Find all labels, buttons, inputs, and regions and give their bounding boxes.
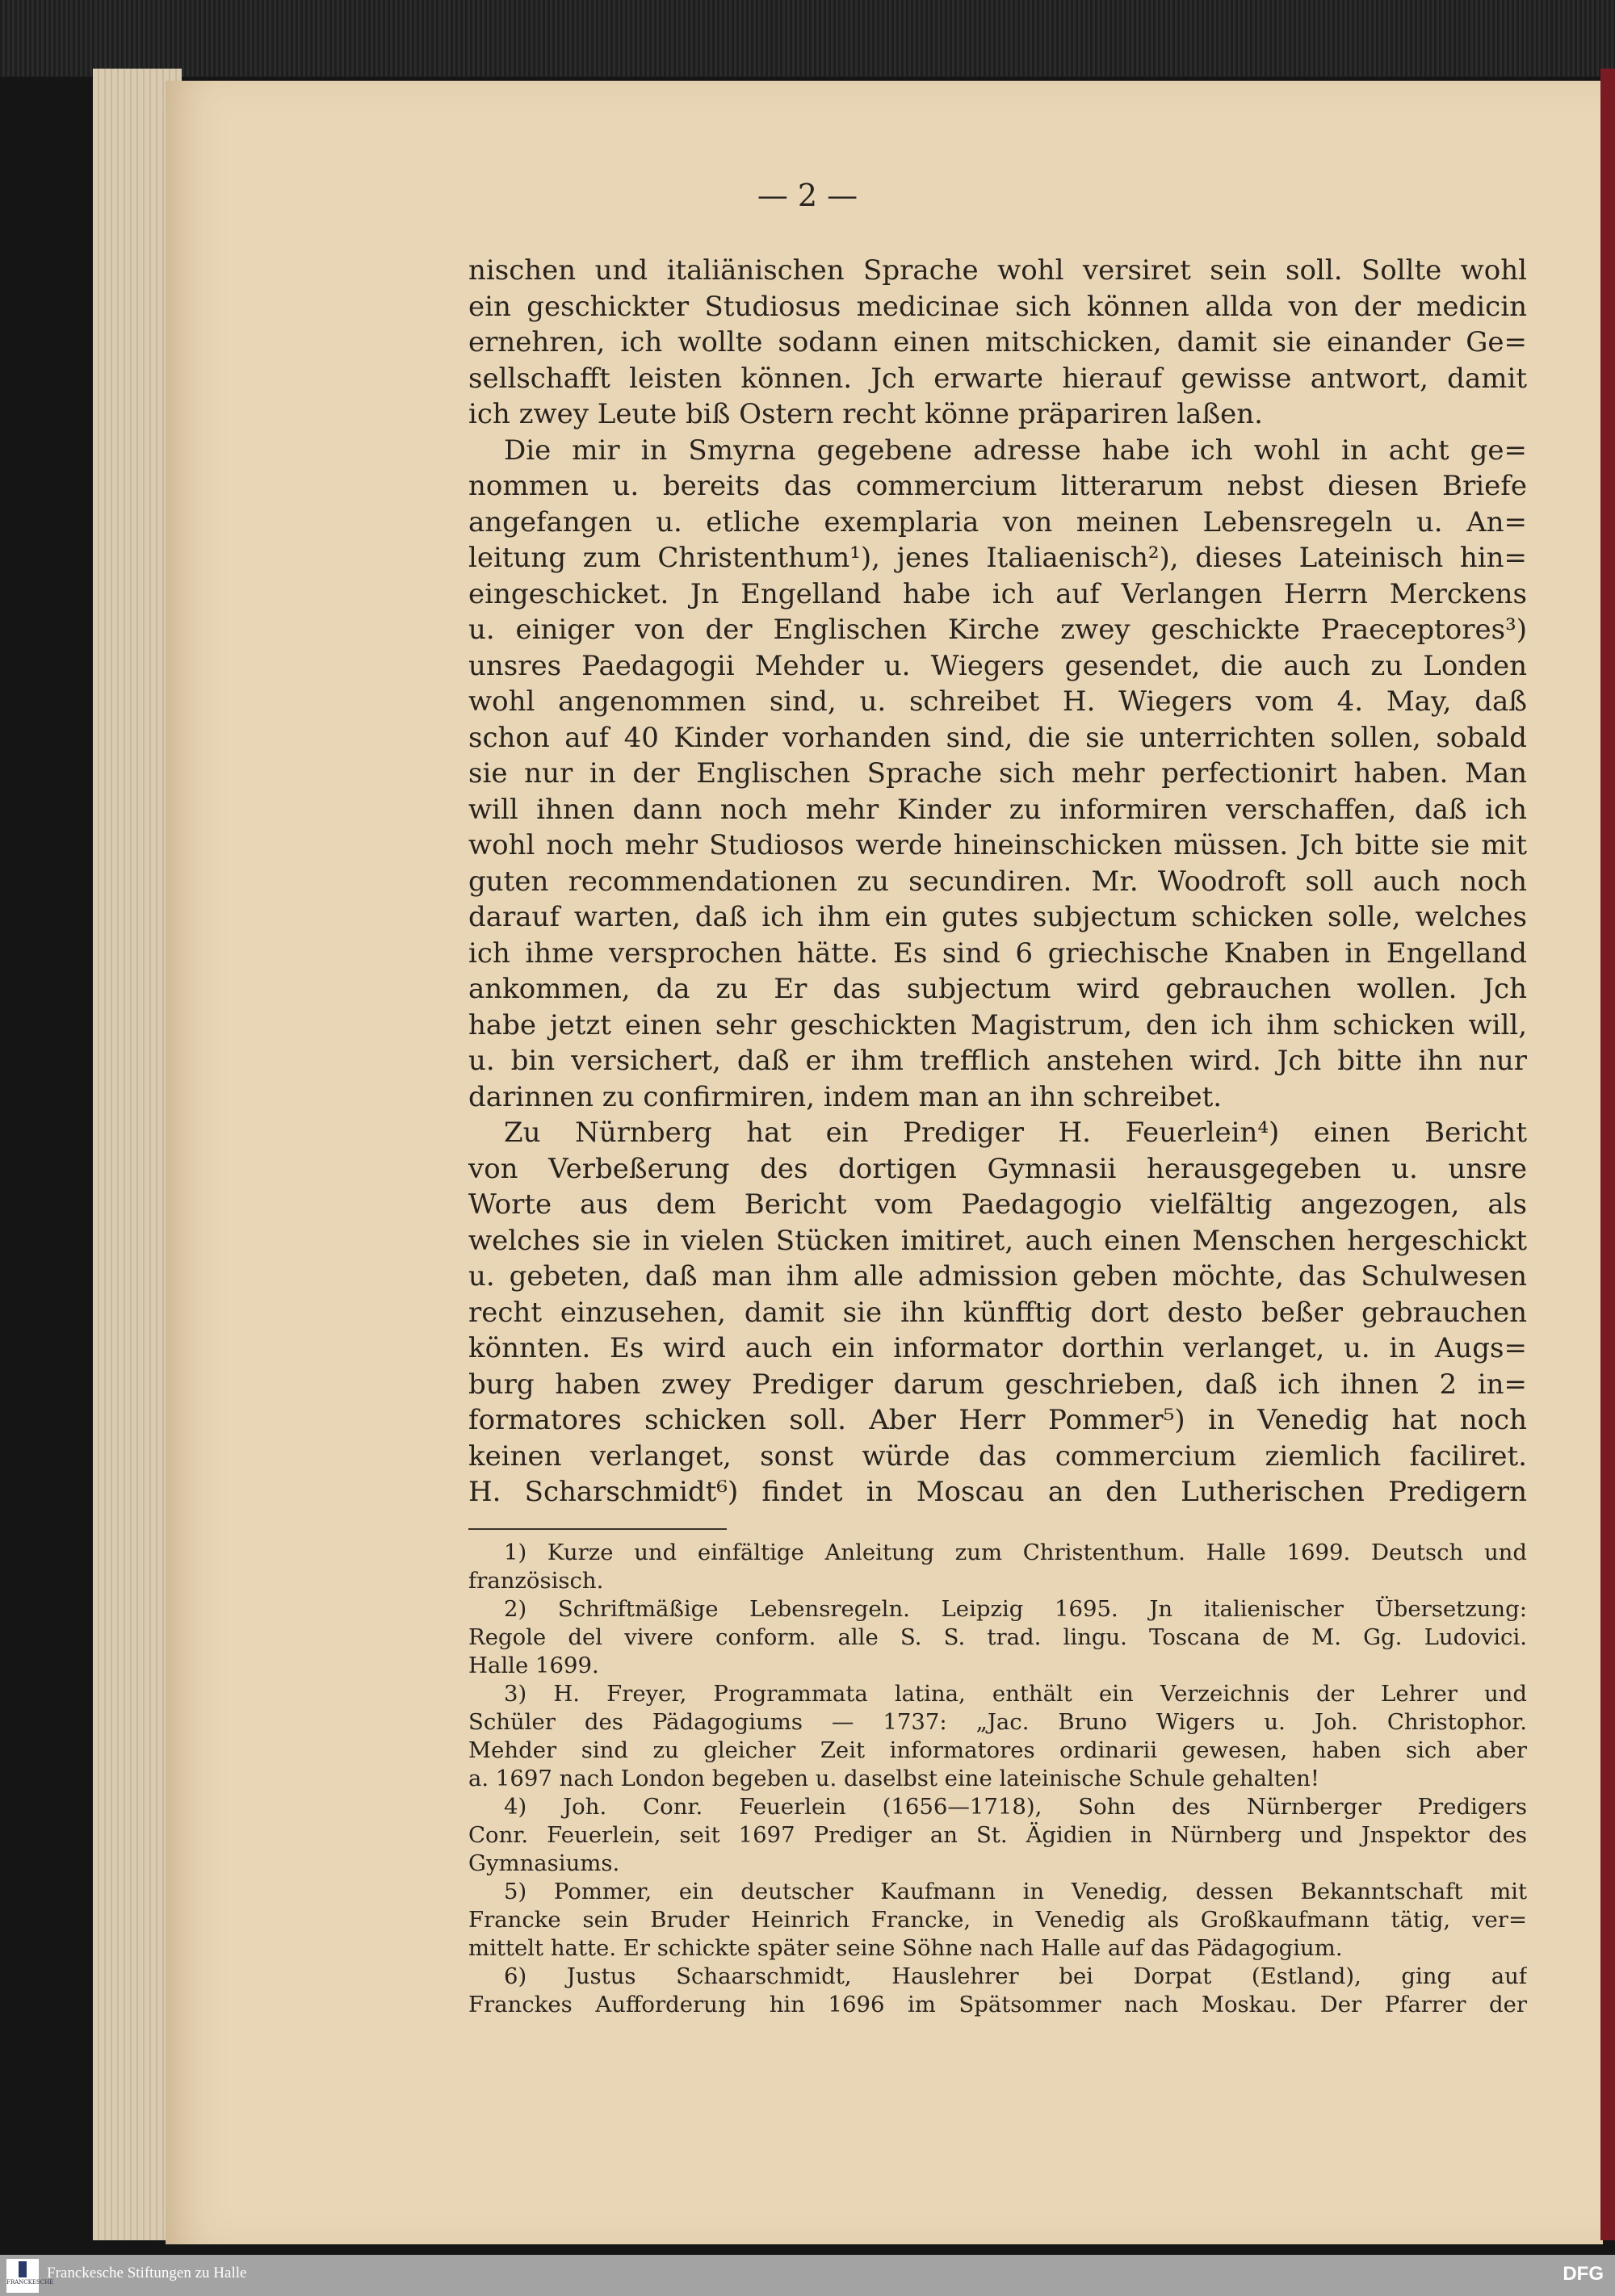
book-binding (0, 0, 1615, 77)
text-line: burg haben zwey Prediger darum geschrieben, daß ich ihnen 2 in= (468, 1368, 1527, 1401)
text-line: H. Scharschmidt⁶) findet in Moscau an den Lutherischen Predigern (468, 1476, 1527, 1508)
footnotes (468, 1539, 1527, 2019)
text-line: u. bin versichert, daß er ihm trefflich anstehen wird. Jch bitte ihn nur (468, 1045, 1527, 1077)
text-line: von Verbeßerung des dortigen Gymnasii herausgegeben u. unsre (468, 1152, 1527, 1185)
footnote-line: französisch. (468, 1568, 604, 1594)
text-line: guten recommendationen zu secundiren. Mr. Woodroft soll auch noch (468, 865, 1527, 898)
text-line: ein geschickter Studiosus medicinae sich können allda von der medicin (468, 290, 1527, 323)
footnote-line: Schüler des Pädagogiums — 1737: „Jac. Bruno Wigers u. Joh. Christophor. (468, 1709, 1527, 1735)
red-ribbon-edge (1600, 69, 1615, 2240)
institution-logo: FRANCKESCHE (6, 2259, 39, 2293)
footnote-line: Conr. Feuerlein, seit 1697 Prediger an St. Ägidien in Nürnberg und Jnspektor des (468, 1822, 1527, 1848)
footnote-line: Gymnasiums. (468, 1850, 620, 1876)
text-line: Die mir in Smyrna gegebene adresse habe ich wohl in acht ge= (504, 434, 1527, 467)
text-line: sellschafft leisten können. Jch erwarte hierauf gewisse antwort, damit (468, 362, 1527, 395)
text-line: Worte aus dem Bericht vom Paedagogio vielfältig angezogen, als (468, 1188, 1527, 1221)
text-line: wohl angenommen sind, u. schreibet H. Wiegers vom 4. May, daß (468, 685, 1527, 718)
text-line: formatores schicken soll. Aber Herr Pommer⁵) in Venedig hat noch (468, 1404, 1527, 1436)
institution-name[interactable]: Franckesche Stiftungen zu Halle (47, 2265, 247, 2281)
text-line: Zu Nürnberg hat ein Prediger H. Feuerlein⁴) einen Bericht (504, 1117, 1527, 1149)
text-line: ankommen, da zu Er das subjectum wird gebrauchen wollen. Jch (468, 973, 1527, 1005)
footnote-line: 2) Schriftmäßige Lebensregeln. Leipzig 1695. Jn italienischer Übersetzung: (504, 1596, 1527, 1622)
text-line: unsres Paedagogii Mehder u. Wiegers gesendet, die auch zu Londen (468, 649, 1527, 682)
footnote-line: Regole del vivere conform. alle S. S. trad. lingu. Toscana de M. Gg. Ludovici. (468, 1624, 1527, 1650)
text-line: nommen u. bereits das commercium litterarum nebst diesen Briefe (468, 470, 1527, 502)
text-line: ernehren, ich wollte sodann einen mitschicken, damit sie einander Ge= (468, 326, 1527, 358)
dfg-logo[interactable]: DFG (1563, 2263, 1604, 2285)
text-line: habe jetzt einen sehr geschickten Magistrum, den ich ihm schicken will, (468, 1008, 1527, 1041)
text-line: angefangen u. etliche exemplaria von meinen Lebensregeln u. An= (468, 505, 1527, 538)
text-line: nischen und italiänischen Sprache wohl versiret sein soll. Sollte wohl (468, 254, 1527, 287)
text-line: könnten. Es wird auch ein informator dorthin verlanget, u. in Augs= (468, 1332, 1527, 1364)
text-line: will ihnen dann noch mehr Kinder zu informiren verschaffen, daß ich (468, 793, 1527, 826)
footnote-line: Mehder sind zu gleicher Zeit informatores ordinarii gewesen, haben sich aber (468, 1737, 1527, 1763)
footnote-line: Franckes Aufforderung hin 1696 im Spätsommer nach Moskau. Der Pfarrer der (468, 1992, 1527, 2017)
body-text (468, 253, 1527, 1510)
footnote-line: 5) Pommer, ein deutscher Kaufmann in Venedig, dessen Bekanntschaft mit (504, 1879, 1527, 1904)
footnote-line: 3) H. Freyer, Programmata latina, enthält ein Verzeichnis der Lehrer und (504, 1681, 1527, 1707)
text-line: schon auf 40 Kinder vorhanden sind, die sie unterrichten sollen, sobald (468, 721, 1527, 754)
footnote-line: mittelt hatte. Er schickte später seine Söhne nach Halle auf das Pädagogium. (468, 1935, 1343, 1961)
text-line: eingeschicket. Jn Engelland habe ich auf Verlangen Herrn Merckens (468, 577, 1527, 610)
text-line: keinen verlanget, sonst würde das commercium ziemlich faciliret. (468, 1439, 1527, 1473)
footnote-divider (468, 1528, 727, 1530)
footnote-line: Halle 1699. (468, 1653, 599, 1678)
text-line: u. einiger von der Englischen Kirche zwey geschickte Praeceptores³) (468, 614, 1527, 646)
text-line: recht einzusehen, damit sie ihn künfftig dort desto beßer gebrauchen (468, 1296, 1527, 1329)
page-number: — 2 — (757, 178, 858, 213)
footnote-line: 6) Justus Schaarschmidt, Hauslehrer bei Dorpat (Estland), ging auf (504, 1963, 1527, 1989)
footnote-line: a. 1697 nach London begeben u. daselbst eine lateinische Schule gehalten! (468, 1766, 1319, 1791)
text-line: u. gebeten, daß man ihm alle admission geben möchte, das Schulwesen (468, 1260, 1527, 1293)
text-line: wohl noch mehr Studiosos werde hineinschicken müssen. Jch bitte sie mit (468, 829, 1527, 861)
footnote-line: 1) Kurze und einfältige Anleitung zum Christenthum. Halle 1699. Deutsch und (504, 1540, 1527, 1565)
footnote-line: Francke sein Bruder Heinrich Francke, in Venedig als Großkaufmann tätig, ver= (468, 1907, 1527, 1933)
logo-figure-icon (19, 2261, 27, 2277)
text-line: welches sie in vielen Stücken imitiret, auch einen Menschen hergeschickt (468, 1224, 1527, 1257)
text-line: darinnen zu confirmiren, indem man an ihn schreibet. (468, 1080, 1223, 1113)
text-line: ich ihme versprochen hätte. Es sind 6 griechische Knaben in Engelland (468, 936, 1527, 970)
footnote-line: 4) Joh. Conr. Feuerlein (1656—1718), Sohn des Nürnberger Predigers (504, 1794, 1527, 1820)
text-line: darauf warten, daß ich ihm ein gutes subjectum schicken solle, welches (468, 901, 1527, 933)
text-line: leitung zum Christenthum¹), jenes Italiaenisch²), dieses Lateinisch hin= (468, 542, 1527, 574)
text-line: sie nur in der Englischen Sprache sich mehr perfectionirt haben. Man (468, 757, 1527, 790)
text-line: ich zwey Leute biß Ostern recht könne präpariren laßen. (468, 398, 1263, 430)
